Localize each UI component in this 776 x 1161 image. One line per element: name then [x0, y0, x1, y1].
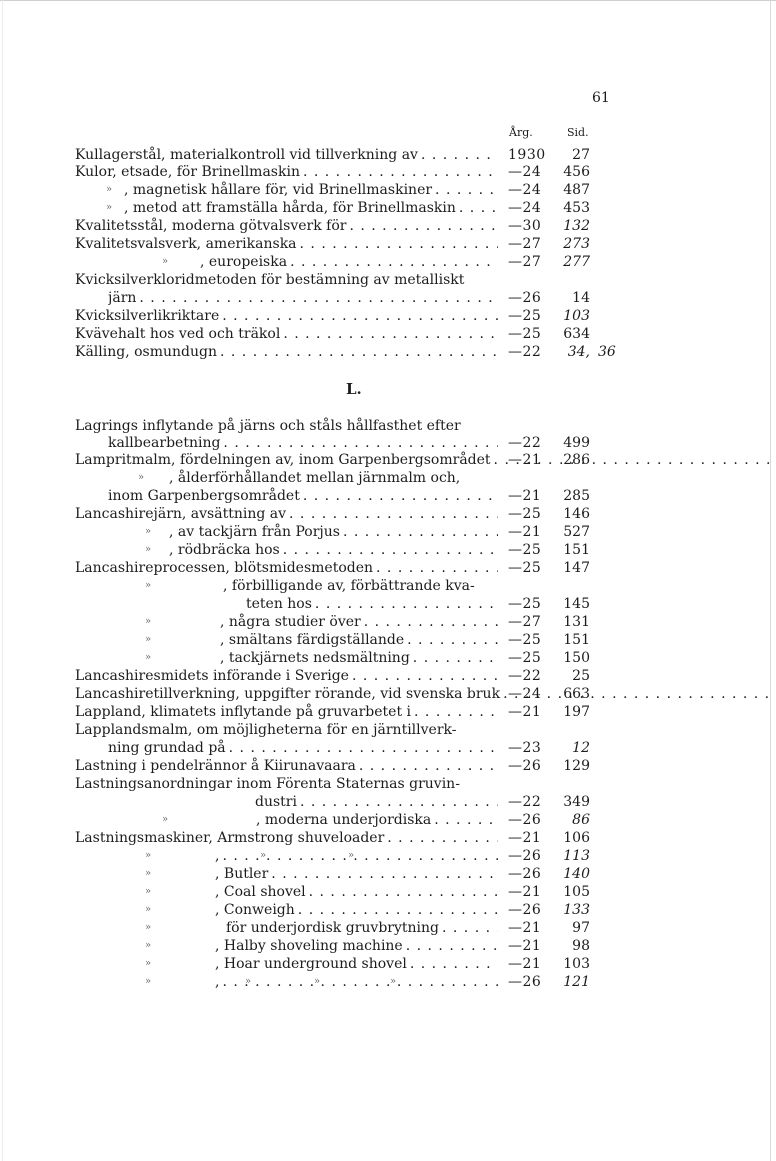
entry-text: , rödbräcka hos — [169, 542, 283, 558]
entry-page: 103 — [563, 308, 590, 324]
entry-term — [75, 325, 498, 343]
ditto-mark: » — [348, 850, 355, 861]
entry-text: Lancashireprocessen, blötsmidesmetoden — [75, 560, 376, 576]
entry-term — [220, 631, 498, 649]
entry-text: , — [215, 848, 222, 864]
entry-text: Lancashiresmidets införande i Sverige — [75, 668, 352, 684]
entry-text: Kvicksilverlikriktare — [75, 308, 222, 324]
index-entry — [0, 289, 776, 307]
index-entry — [0, 811, 776, 829]
entry-text: , Coal shovel — [215, 884, 309, 900]
entry-term — [75, 146, 498, 164]
entry-year: —27 — [508, 254, 542, 270]
entry-year: —25 — [508, 506, 542, 522]
entry-text: , europeiska — [200, 254, 290, 270]
entry-page: 146 — [563, 506, 590, 522]
entry-term — [75, 271, 467, 289]
ditto-mark: » — [162, 814, 169, 825]
entry-term — [226, 919, 498, 937]
entry-term — [75, 685, 776, 703]
entry-page: 105 — [563, 884, 590, 900]
entry-text: , av tackjärn från Porjus — [169, 524, 343, 540]
ditto-mark: » — [145, 616, 152, 627]
entry-text: teten hos — [246, 596, 315, 612]
entry-page: 277 — [563, 254, 590, 270]
index-entry — [0, 541, 776, 559]
entry-page: 86 — [572, 812, 590, 828]
index-entry — [0, 434, 776, 452]
entry-term — [75, 667, 498, 685]
ditto-mark: » — [145, 886, 152, 897]
entry-text: kallbearbetning — [108, 435, 223, 451]
index-entry — [0, 973, 776, 991]
index-entry — [0, 775, 776, 793]
ditto-mark: » — [145, 850, 152, 861]
entry-year: —24 — [508, 200, 542, 216]
entry-term — [124, 199, 498, 217]
entry-page: 273 — [563, 236, 590, 252]
entry-page: 103 — [563, 956, 590, 972]
entry-text: Lampritmalm, fördelningen av, inom Garpenbergsområdet — [75, 452, 494, 468]
ditto-mark: » — [145, 652, 152, 663]
entry-year: —27 — [508, 614, 542, 630]
entry-page: 25 — [572, 668, 590, 684]
index-entry — [0, 235, 776, 253]
entry-page: 285 — [563, 488, 590, 504]
entry-text: Lagrings inflytande på järns och ståls hållfasthet efter — [75, 418, 464, 434]
entry-year: —26 — [508, 758, 542, 774]
index-entry — [0, 865, 776, 883]
page-edge-top — [0, 0, 776, 5]
entry-page: 150 — [563, 650, 590, 666]
entry-page: 453 — [563, 200, 590, 216]
entry-term — [75, 505, 498, 523]
entry-year: —21 — [508, 524, 542, 540]
entry-text: Lappland, klimatets inflytande på gruvarbetet i — [75, 704, 414, 720]
index-entry — [0, 307, 776, 325]
index-entry — [0, 955, 776, 973]
index-entry — [0, 417, 776, 435]
entry-page: 97 — [572, 920, 590, 936]
index-entry — [0, 199, 776, 217]
entry-page: 197 — [563, 704, 590, 720]
entry-term — [108, 434, 498, 452]
entry-page: 663 — [563, 686, 590, 702]
entry-term — [246, 595, 498, 613]
entry-term — [215, 847, 498, 865]
entry-year: —21 — [508, 920, 542, 936]
entry-page: 132 — [563, 218, 590, 234]
entry-year: —26 — [508, 812, 542, 828]
entry-page: 286 — [563, 452, 590, 468]
entry-year: 1930 — [508, 147, 546, 163]
index-entry — [0, 146, 776, 164]
header-year: Årg. — [509, 126, 533, 139]
index-entry — [0, 937, 776, 955]
entry-term — [75, 721, 459, 739]
entry-text: Kvalitetsstål, moderna götvalsverk för — [75, 218, 349, 234]
index-entry — [0, 505, 776, 523]
entry-year: —30 — [508, 218, 542, 234]
entry-page: 14 — [572, 290, 590, 306]
entry-year: —21 — [508, 884, 542, 900]
entry-page: 145 — [563, 596, 590, 612]
entry-term — [215, 901, 498, 919]
entry-page: 131 — [563, 614, 590, 630]
entry-page: 147 — [563, 560, 590, 576]
index-entry — [0, 649, 776, 667]
entry-text: Kvävehalt hos ved och träkol — [75, 326, 283, 342]
entry-term — [169, 469, 463, 487]
entry-year: —22 — [508, 344, 542, 360]
entry-year: —25 — [508, 650, 542, 666]
entry-year: —21 — [508, 704, 542, 720]
entry-year: —25 — [508, 542, 542, 558]
entry-term — [108, 289, 498, 307]
entry-year: —21 — [508, 956, 542, 972]
entry-term — [215, 865, 498, 883]
index-entry — [0, 883, 776, 901]
index-entry — [0, 739, 776, 757]
entry-term — [169, 541, 498, 559]
entry-year: —27 — [508, 236, 542, 252]
entry-text: , förbilligande av, förbättrande kva- — [223, 578, 478, 594]
entry-year: —21 — [508, 938, 542, 954]
entry-page: 349 — [563, 794, 590, 810]
ditto-mark: » — [145, 580, 152, 591]
entry-text: Lastningsanordningar inom Förenta Staternas gruvin- — [75, 776, 463, 792]
entry-term — [215, 883, 498, 901]
entry-text: järn — [108, 290, 139, 306]
entry-year: —25 — [508, 326, 542, 342]
index-entry — [0, 703, 776, 721]
entry-text: Kulor, etsade, för Brinellmaskin — [75, 164, 303, 180]
entry-text: , magnetisk hållare för, vid Brinellmaskiner — [124, 182, 435, 198]
ditto-mark: » — [145, 904, 152, 915]
index-entry — [0, 217, 776, 235]
entry-year: —23 — [508, 740, 542, 756]
index-entry — [0, 451, 776, 469]
entry-term — [75, 343, 498, 361]
entry-year: —22 — [508, 668, 542, 684]
entry-year: —26 — [508, 866, 542, 882]
entry-year: —26 — [508, 848, 542, 864]
index-entry — [0, 685, 776, 703]
entry-term — [215, 937, 498, 955]
entry-page: 34, — [567, 344, 590, 360]
ditto-mark: » — [106, 184, 113, 195]
entry-year: —25 — [508, 632, 542, 648]
index-entry — [0, 559, 776, 577]
index-entry — [0, 613, 776, 631]
entry-text: Kullagerstål, materialkontroll vid tillverkning av — [75, 147, 421, 163]
entry-term — [256, 811, 498, 829]
ditto-mark: » — [106, 202, 113, 213]
entry-term — [220, 613, 498, 631]
index-entry — [0, 793, 776, 811]
entry-term — [75, 829, 498, 847]
index-entry — [0, 343, 776, 361]
index-entry — [0, 271, 776, 289]
entry-year: —24 — [508, 686, 542, 702]
entry-text: , Halby shoveling machine — [215, 938, 406, 954]
entry-term — [75, 757, 498, 775]
index-entry — [0, 901, 776, 919]
entry-term — [200, 253, 498, 271]
entry-page: 151 — [563, 542, 590, 558]
entry-term — [75, 703, 498, 721]
ditto-mark: » — [145, 544, 152, 555]
entry-term — [215, 955, 498, 973]
entry-year: —26 — [508, 974, 542, 990]
entry-text: , moderna underjordiska — [256, 812, 434, 828]
ditto-mark: » — [390, 976, 397, 987]
entry-term — [75, 163, 498, 181]
index-entry — [0, 325, 776, 343]
page-number: 61 — [592, 90, 610, 106]
entry-text: för underjordisk gruvbrytning — [226, 920, 442, 936]
entry-term — [124, 181, 498, 199]
entry-year: —25 — [508, 560, 542, 576]
entry-year: —21 — [508, 488, 542, 504]
ditto-mark: » — [245, 976, 252, 987]
ditto-mark: » — [260, 850, 267, 861]
index-entry — [0, 577, 776, 595]
entry-text: , smältans färdigställande — [220, 632, 407, 648]
entry-year: —24 — [508, 182, 542, 198]
ditto-mark: » — [145, 940, 152, 951]
ditto-mark: » — [145, 526, 152, 537]
index-entry — [0, 469, 776, 487]
entry-page: 151 — [563, 632, 590, 648]
entry-text: Kvalitetsvalsverk, amerikanska — [75, 236, 300, 252]
ditto-mark: » — [145, 958, 152, 969]
ditto-mark: » — [138, 472, 145, 483]
index-entry — [0, 181, 776, 199]
entry-year: —22 — [508, 794, 542, 810]
entry-term — [75, 775, 463, 793]
entry-year: —25 — [508, 308, 542, 324]
entry-page: 140 — [563, 866, 590, 882]
entry-page: 527 — [563, 524, 590, 540]
index-entry — [0, 163, 776, 181]
entry-text: Lancashirejärn, avsättning av — [75, 506, 289, 522]
entry-term — [75, 417, 464, 435]
ditto-mark: » — [145, 976, 152, 987]
entry-page: 634 — [563, 326, 590, 342]
ditto-mark: » — [145, 634, 152, 645]
entry-year: —25 — [508, 596, 542, 612]
index-entry — [0, 631, 776, 649]
entry-page: 129 — [563, 758, 590, 774]
section-heading: L. — [346, 380, 362, 398]
entry-text: Lancashiretillverkning, uppgifter rörande, vid svenska bruk — [75, 686, 503, 702]
entry-term — [169, 523, 498, 541]
entry-text: Källing, osmundugn — [75, 344, 220, 360]
entry-term — [75, 217, 498, 235]
entry-term — [108, 739, 498, 757]
entry-text: inom Garpenbergsområdet — [108, 488, 303, 504]
entry-text: , — [215, 974, 222, 990]
entry-text: , Hoar underground shovel — [215, 956, 410, 972]
entry-page: 106 — [563, 830, 590, 846]
entry-text: , Conweigh — [215, 902, 298, 918]
ditto-mark: » — [314, 976, 321, 987]
entry-page-extra: 36 — [598, 344, 616, 360]
index-entry — [0, 253, 776, 271]
index-entry — [0, 523, 776, 541]
entry-year: —26 — [508, 902, 542, 918]
entry-term — [215, 973, 498, 991]
index-entry — [0, 595, 776, 613]
entry-year: —21 — [508, 452, 542, 468]
ditto-mark: » — [162, 256, 169, 267]
ditto-mark: » — [145, 868, 152, 879]
entry-page: 499 — [563, 435, 590, 451]
entry-term — [108, 487, 498, 505]
index-entry — [0, 919, 776, 937]
entry-term — [220, 649, 498, 667]
index-entry — [0, 721, 776, 739]
entry-page: 133 — [563, 902, 590, 918]
entry-text: Lastning i pendelrännor å Kiirunavaara — [75, 758, 359, 774]
entry-text: Lapplandsmalm, om möjligheterna för en järntillverk- — [75, 722, 459, 738]
entry-text: dustri — [255, 794, 300, 810]
entry-page: 12 — [572, 740, 590, 756]
entry-text: , Butler — [215, 866, 271, 882]
entry-year: —22 — [508, 435, 542, 451]
entry-page: 121 — [563, 974, 590, 990]
entry-text: Lastningsmaskiner, Armstrong shuveloader — [75, 830, 387, 846]
index-entry — [0, 757, 776, 775]
entry-year: —24 — [508, 164, 542, 180]
entry-term — [75, 235, 498, 253]
entry-year: —21 — [508, 830, 542, 846]
entry-text: , metod att framställa hårda, för Brinellmaskin — [124, 200, 459, 216]
entry-term — [223, 577, 478, 595]
entry-page: 456 — [563, 164, 590, 180]
entry-text: ning grundad på — [108, 740, 229, 756]
entry-term — [75, 451, 776, 469]
entry-page: 27 — [572, 147, 590, 163]
entry-text: , tackjärnets nedsmältning — [220, 650, 413, 666]
entry-text: , ålderförhållandet mellan järnmalm och, — [169, 470, 463, 486]
entry-term — [75, 307, 498, 325]
entry-year: —26 — [508, 290, 542, 306]
ditto-mark: » — [145, 922, 152, 933]
entry-page: 113 — [563, 848, 590, 864]
entry-page: 98 — [572, 938, 590, 954]
index-entry — [0, 829, 776, 847]
entry-term — [255, 793, 498, 811]
header-page: Sid. — [567, 126, 589, 139]
entry-term — [75, 559, 498, 577]
entry-page: 487 — [563, 182, 590, 198]
entry-text: Kvicksilverkloridmetoden för bestämning av metalliskt — [75, 272, 467, 288]
entry-text: , några studier över — [220, 614, 364, 630]
index-entry — [0, 487, 776, 505]
index-entry — [0, 847, 776, 865]
index-entry — [0, 667, 776, 685]
